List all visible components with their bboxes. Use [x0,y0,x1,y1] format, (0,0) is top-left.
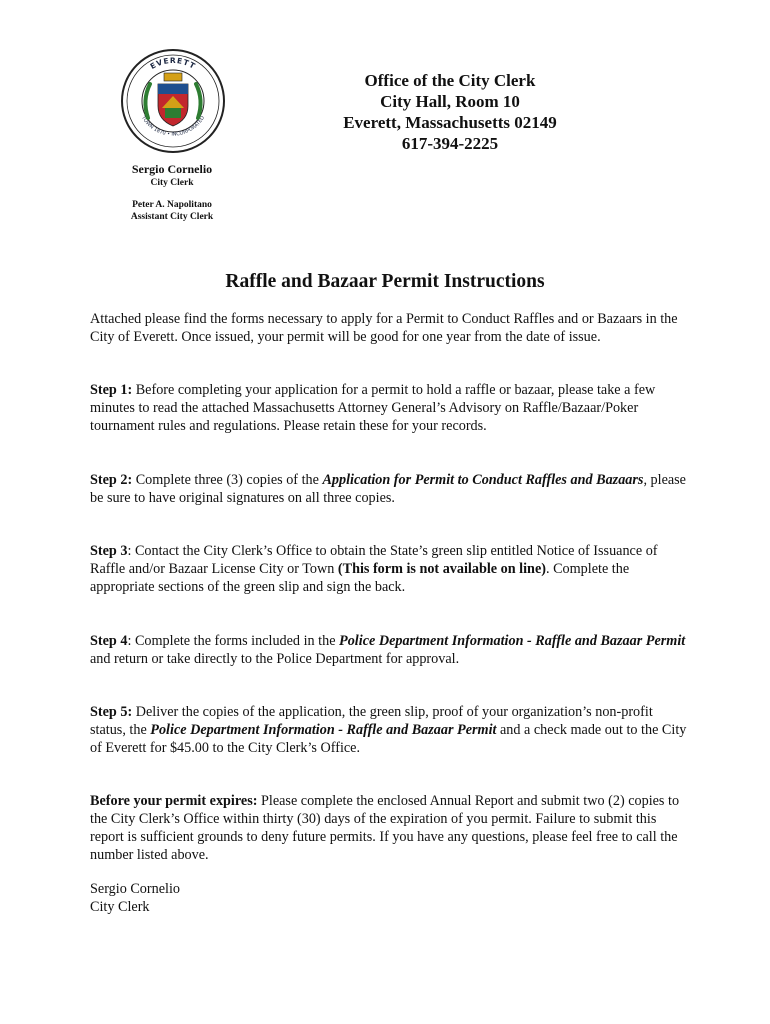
step-4-text-b: and return or take directly to the Police Department for approval. [90,651,460,667]
expiry-label: Before your permit expires: [90,793,258,809]
step-5-text-b: and a check made out to the City of Everett for $45.00 to the City Clerk’s Office. [90,722,687,756]
step-3-text-b: . Complete the appropriate sections of the green slip and sign the back. [90,561,630,595]
step-3-label: Step 3 [90,543,128,559]
office-phone: 617-394-2225 [401,134,499,153]
step-2-label: Step 2: [90,472,133,488]
step-1-paragraph [90,381,690,435]
step-5-label: Step 5: [90,704,133,720]
expiry-text: Please complete the enclosed Annual Report and submit two (2) copies to the City Clerk’s Office within thirty (30) days of the expiration of you permit. Failure to submit this report is sufficient grounds to deny future permits. If you have any questions, please feel free to call the number listed above. [90,793,680,863]
signature-name: Sergio Cornelio [90,881,180,897]
expiry-paragraph [90,792,690,864]
signature-block [90,880,180,916]
office-address-block [320,70,580,154]
step-2-form-name: Application for Permit to Conduct Raffles and Bazaars [322,472,644,488]
office-room: City Hall, Room 10 [380,92,520,111]
page-title: Raffle and Bazaar Permit Instructions [225,271,545,292]
assistant-name: Peter A. Napolitano [132,200,212,210]
office-name: Office of the City Clerk [364,71,536,90]
step-4-paragraph [90,632,690,668]
step-2-text-b: , please be sure to have original signatures on all three copies. [90,472,686,506]
step-5-paragraph [90,703,690,757]
step-3-notice: (This form is not available on line) [337,561,546,577]
step-4-form-name: Police Department Information - Raffle and Bazaar Permit [339,633,686,649]
office-city: Everett, Massachusetts 02149 [343,113,557,132]
step-4-text-a: : Complete the forms included in the [127,633,340,649]
seal-top-text: EVERETT [148,55,198,71]
assistant-title: Assistant City Clerk [130,212,214,222]
city-seal-logo [120,48,226,154]
step-4-label: Step 4 [90,633,128,649]
step-2-text-a: Complete three (3) copies of the [132,472,323,488]
intro-paragraph: Attached please find the forms necessary to apply for a Permit to Conduct Raffles and or Bazaars in the City of Everett. Once issued, your permit will be good for one year from the date of issue. [90,311,678,345]
signature-title: City Clerk [90,899,150,915]
step-1-label: Step 1: [90,382,133,398]
step-3-text-a: : Contact the City Clerk’s Office to obtain the State’s green slip entitled Notice of Issuance of Raffle and/or Bazaar License City or Town [90,543,658,577]
clerk-block [92,162,252,223]
step-3-paragraph [90,542,690,596]
step-1-text: Before completing your application for a permit to hold a raffle or bazaar, please take a few minutes to read the attached Massachusetts Attorney General’s Advisory on Raffle/Bazaar/Poker tournament rules and regulations. Please retain these for your records. [90,382,656,434]
seal-bottom-text: TOWN 1870 • INCORPORATED [139,115,207,138]
step-2-paragraph [90,471,690,507]
clerk-name: Sergio Cornelio [131,162,213,176]
step-5-text-a: Deliver the copies of the application, the green slip, proof of your organization’s non-profit status, the [90,704,653,738]
clerk-title: City Clerk [150,178,194,188]
step-5-form-name: Police Department Information - Raffle and Bazaar Permit [150,722,497,738]
